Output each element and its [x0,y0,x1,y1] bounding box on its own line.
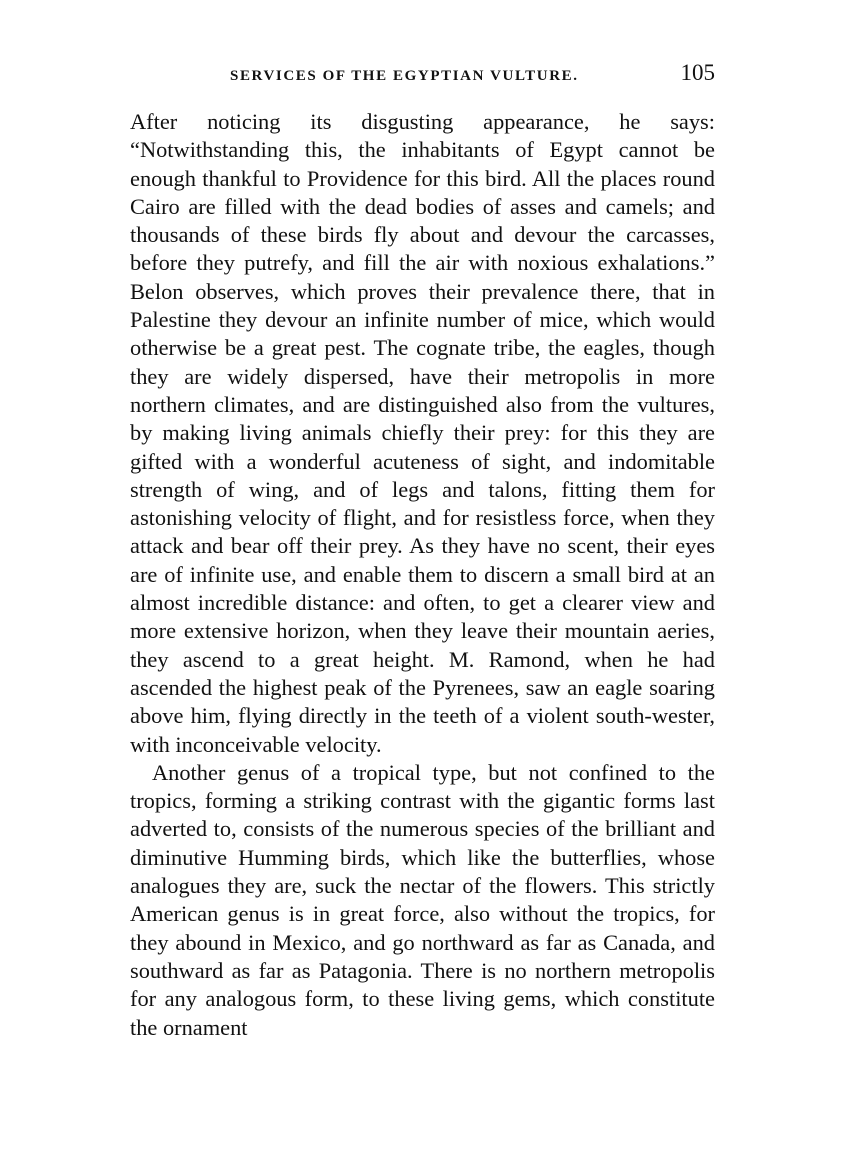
body-text [130,108,715,1042]
paragraph-humming-birds: Another genus of a tropical type, but not confined to the tropics, forming a striking contrast with the gigantic forms last adverted to, consists of the numerous species of the brilliant and diminutive Humming birds, which like the butterflies, whose analogues they are, suck the nectar of the flowers. This strictly American genus is in great force, also without the tropics, for they abound in Mexico, and go northward as far as Canada, and southward as far as Patagonia. There is no northern metropolis for any analogous form, to these living gems, which constitute the ornament [130,759,715,1040]
page-number: 105 [680,60,715,85]
page-header [130,60,715,92]
running-head: SERVICES OF THE EGYPTIAN VULTURE. [230,68,579,84]
paragraph-vultures-eagles: After noticing its disgusting appearance, he says: “Notwithstanding this, the inhabitants of Egypt cannot be enough thankful to Providence for this bird. All the places round Cairo are filled with the dead bodies of asses and camels; and thousands of these birds fly about and devour the carcasses, before they putrefy, and fill the air with noxious exhalations.” Belon observes, which proves their prevalence there, that in Palestine they devour an infinite number of mice, which would otherwise be a great pest. The cognate tribe, the eagles, though they are widely dispersed, have their metropolis in more northern climates, and are distinguished also from the vultures, by making living animals chiefly their prey: for this they are gifted with a wonderful acuteness of sight, and indomitable strength of wing, and of legs and talons, fitting them for astonishing velocity of flight, and for resistless force, when they attack and bear off their prey. As they have no scent, their eyes are of infinite use, and enable them to discern a small bird at an almost incredible distance: and often, to get a clearer view and more extensive horizon, when they leave their mountain aeries, they ascend to a great height. M. Ramond, when he had ascended the highest peak of the Pyrenees, saw an eagle soaring above him, flying directly in the teeth of a violent south-wester, with inconceivable velocity. [130,109,715,757]
